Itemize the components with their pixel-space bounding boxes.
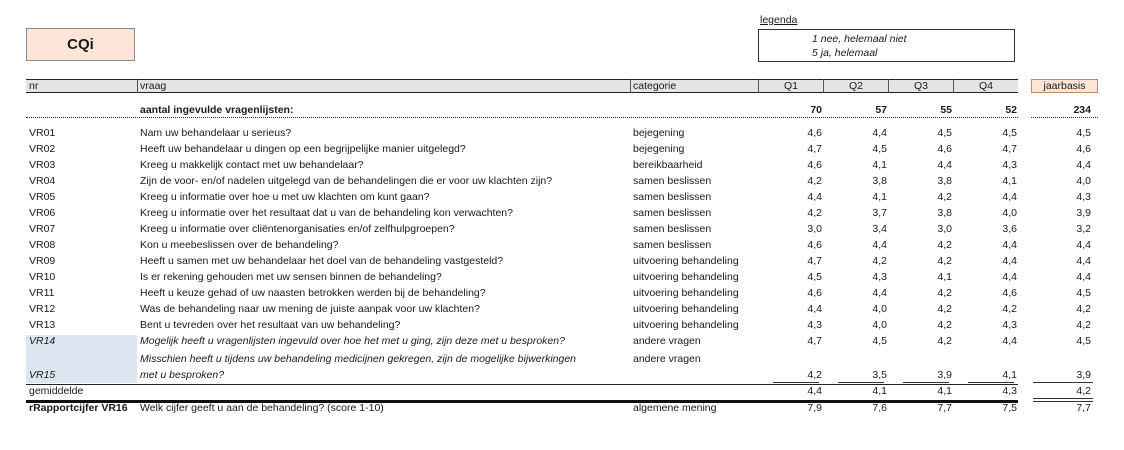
row-jaarbasis: 4,4 xyxy=(1076,159,1091,171)
row-jaarbasis: 4,5 xyxy=(1076,127,1091,139)
row-jaarbasis: 4,5 xyxy=(1076,287,1091,299)
row-question: Nam uw behandelaar u serieus? xyxy=(140,127,292,139)
vr15-nr: VR15 xyxy=(29,369,56,381)
average-q1: 4,4 xyxy=(807,385,822,397)
row-categorie: samen beslissen xyxy=(633,191,712,203)
rapport-q1: 7,9 xyxy=(807,402,822,414)
row-jaarbasis: 4,5 xyxy=(1076,335,1091,347)
row-categorie: andere vragen xyxy=(633,335,701,347)
row-q2: 4,1 xyxy=(872,191,887,203)
header-divider xyxy=(758,79,759,93)
row-q3: 4,2 xyxy=(937,319,952,331)
row-q2: 4,5 xyxy=(872,143,887,155)
row-nr: VR13 xyxy=(29,319,56,331)
row-q4: 4,4 xyxy=(1002,255,1017,267)
row-question: Heeft u samen met uw behandelaar het doel van de behandeling vastgesteld? xyxy=(140,255,504,267)
row-q1: 4,6 xyxy=(807,287,822,299)
underline xyxy=(968,382,1014,383)
count-row-dotted-line-jaar xyxy=(1031,117,1098,118)
row-q1: 4,6 xyxy=(807,239,822,251)
rapport-q2: 7,6 xyxy=(872,402,887,414)
count-q1: 70 xyxy=(810,104,822,116)
row-q2: 4,1 xyxy=(872,159,887,171)
row-q3: 4,5 xyxy=(937,127,952,139)
row-jaarbasis: 4,4 xyxy=(1076,239,1091,251)
row-q4: 4,0 xyxy=(1002,207,1017,219)
header-q1: Q1 xyxy=(783,80,798,92)
count-row-label: aantal ingevulde vragenlijsten: xyxy=(140,104,294,116)
row-question: Kon u meebeslissen over de behandeling? xyxy=(140,239,339,251)
row-q3: 4,6 xyxy=(937,143,952,155)
row-question: Kreeg u informatie over cliëntenorganisaties en/of zelfhulpgroepen? xyxy=(140,223,455,235)
vr15-question-line2: met u besproken? xyxy=(140,369,225,381)
row-nr: VR07 xyxy=(29,223,56,235)
header-divider xyxy=(823,79,824,93)
row-q1: 4,7 xyxy=(807,335,822,347)
row-question: Heeft u keuze gehad of uw naasten betrokken werden bij de behandeling? xyxy=(140,287,486,299)
header-categorie: categorie xyxy=(633,80,677,92)
average-q4: 4,3 xyxy=(1002,385,1017,397)
row-q3: 4,2 xyxy=(937,255,952,267)
legend-line-1: 1 nee, helemaal niet xyxy=(812,33,907,45)
row-question: Kreeg u makkelijk contact met uw behandelaar? xyxy=(140,159,364,171)
row-q3: 4,1 xyxy=(937,271,952,283)
row-nr: VR01 xyxy=(29,127,56,139)
row-q2: 3,7 xyxy=(872,207,887,219)
legend-title: legenda xyxy=(760,14,798,26)
row-question: Was de behandeling naar uw mening de juiste aanpak voor uw klachten? xyxy=(140,303,480,315)
row-nr: VR14 xyxy=(29,335,56,347)
underline xyxy=(838,382,884,383)
header-q4: Q4 xyxy=(978,80,993,92)
row-categorie: samen beslissen xyxy=(633,207,712,219)
underline xyxy=(1033,382,1093,383)
row-nr: VR02 xyxy=(29,143,56,155)
row-q4: 4,3 xyxy=(1002,159,1017,171)
row-nr: VR06 xyxy=(29,207,56,219)
row-q4: 4,4 xyxy=(1002,335,1017,347)
row-jaarbasis: 4,4 xyxy=(1076,271,1091,283)
row-nr: VR10 xyxy=(29,271,56,283)
rapport-jaarbasis: 7,7 xyxy=(1076,402,1091,414)
row-q4: 4,3 xyxy=(1002,319,1017,331)
row-q1: 4,5 xyxy=(807,271,822,283)
row-q2: 4,4 xyxy=(872,239,887,251)
vr15-jaarbasis: 3,9 xyxy=(1076,369,1091,381)
header-divider xyxy=(953,79,954,93)
legend-line-2: 5 ja, helemaal xyxy=(812,47,878,59)
rapport-nr: rRapportcijfer VR16 xyxy=(29,402,128,414)
row-q3: 3,0 xyxy=(937,223,952,235)
row-q3: 4,2 xyxy=(937,191,952,203)
vr15-q4: 4,1 xyxy=(1002,369,1017,381)
underline xyxy=(903,382,949,383)
header-nr: nr xyxy=(29,80,39,92)
row-jaarbasis: 4,4 xyxy=(1076,255,1091,267)
row-question: Zijn de voor- en/of nadelen uitgelegd van de behandelingen die er voor uw klachten zijn? xyxy=(140,175,553,187)
row-nr: VR03 xyxy=(29,159,56,171)
row-q2: 4,5 xyxy=(872,335,887,347)
header-q3: Q3 xyxy=(913,80,928,92)
vr15-q2: 3,5 xyxy=(872,369,887,381)
vr15-q3: 3,9 xyxy=(937,369,952,381)
underline xyxy=(773,382,819,383)
average-jaarbasis: 4,2 xyxy=(1076,385,1091,397)
row-nr: VR12 xyxy=(29,303,56,315)
row-categorie: samen beslissen xyxy=(633,223,712,235)
row-categorie: uitvoering behandeling xyxy=(633,287,739,299)
row-nr: VR05 xyxy=(29,191,56,203)
count-q4: 52 xyxy=(1005,104,1017,116)
row-q2: 4,4 xyxy=(872,287,887,299)
header-vraag: vraag xyxy=(140,80,167,92)
header-divider xyxy=(137,79,138,93)
row-q3: 4,2 xyxy=(937,239,952,251)
row-categorie: samen beslissen xyxy=(633,239,712,251)
row-q1: 4,7 xyxy=(807,255,822,267)
row-categorie: bejegening xyxy=(633,143,685,155)
rapport-question: Welk cijfer geeft u aan de behandeling? (score 1-10) xyxy=(140,402,384,414)
row-q1: 4,2 xyxy=(807,175,822,187)
row-nr: VR08 xyxy=(29,239,56,251)
row-q4: 4,4 xyxy=(1002,239,1017,251)
row-q4: 4,6 xyxy=(1002,287,1017,299)
row-q4: 4,7 xyxy=(1002,143,1017,155)
row-jaarbasis: 4,2 xyxy=(1076,303,1091,315)
row-jaarbasis: 4,6 xyxy=(1076,143,1091,155)
row-categorie: uitvoering behandeling xyxy=(633,319,739,331)
count-q3: 55 xyxy=(940,104,952,116)
row-question: Is er rekening gehouden met uw sensen binnen de behandeling? xyxy=(140,271,442,283)
row-q3: 3,8 xyxy=(937,175,952,187)
average-top-line xyxy=(26,384,1018,385)
row-q3: 4,4 xyxy=(937,159,952,171)
row-question: Kreeg u informatie over hoe u met uw klachten om kunt gaan? xyxy=(140,191,430,203)
row-q4: 4,5 xyxy=(1002,127,1017,139)
row-q1: 3,0 xyxy=(807,223,822,235)
header-q2: Q2 xyxy=(848,80,863,92)
rapport-q3: 7,7 xyxy=(937,402,952,414)
vr15-q1: 4,2 xyxy=(807,369,822,381)
vr15-categorie: andere vragen xyxy=(633,353,701,365)
row-categorie: uitvoering behandeling xyxy=(633,303,739,315)
count-q2: 57 xyxy=(875,104,887,116)
row-q1: 4,6 xyxy=(807,159,822,171)
row-q4: 4,2 xyxy=(1002,303,1017,315)
row-q3: 4,2 xyxy=(937,335,952,347)
average-q2: 4,1 xyxy=(872,385,887,397)
row-q1: 4,4 xyxy=(807,191,822,203)
row-nr: VR04 xyxy=(29,175,56,187)
rapport-categorie: algemene mening xyxy=(633,402,717,414)
count-row-dotted-line xyxy=(26,117,1018,118)
row-jaarbasis: 4,0 xyxy=(1076,175,1091,187)
header-divider xyxy=(888,79,889,93)
row-categorie: samen beslissen xyxy=(633,175,712,187)
row-nr: VR11 xyxy=(29,287,55,299)
row-question: Heeft uw behandelaar u dingen op een begrijpelijke manier uitgelegd? xyxy=(140,143,466,155)
row-q4: 4,1 xyxy=(1002,175,1017,187)
row-q2: 4,0 xyxy=(872,319,887,331)
row-jaarbasis: 4,3 xyxy=(1076,191,1091,203)
rapport-q4: 7,5 xyxy=(1002,402,1017,414)
row-q3: 4,2 xyxy=(937,303,952,315)
row-categorie: uitvoering behandeling xyxy=(633,271,739,283)
row-jaarbasis: 3,2 xyxy=(1076,223,1091,235)
table-header-bar xyxy=(26,79,1018,93)
row-jaarbasis: 4,2 xyxy=(1076,319,1091,331)
average-q3: 4,1 xyxy=(937,385,952,397)
row-categorie: bejegening xyxy=(633,127,685,139)
count-jaarbasis: 234 xyxy=(1073,104,1091,116)
row-q2: 3,8 xyxy=(872,175,887,187)
row-q1: 4,4 xyxy=(807,303,822,315)
row-q1: 4,2 xyxy=(807,207,822,219)
row-q4: 4,4 xyxy=(1002,271,1017,283)
row-question: Bent u tevreden over het resultaat van uw behandeling? xyxy=(140,319,401,331)
row-q2: 4,0 xyxy=(872,303,887,315)
row-q2: 4,4 xyxy=(872,127,887,139)
row-q2: 3,4 xyxy=(872,223,887,235)
row-question: Kreeg u informatie over het resultaat dat u van de behandeling kon verwachten? xyxy=(140,207,513,219)
logo-box: CQi xyxy=(26,28,135,61)
row-q2: 4,2 xyxy=(872,255,887,267)
row-q1: 4,7 xyxy=(807,143,822,155)
row-q1: 4,6 xyxy=(807,127,822,139)
average-label: gemiddelde xyxy=(29,385,84,397)
vr15-question-line1: Misschien heeft u tijdens uw behandeling medicijnen gekregen, zijn de mogelijke bijwerkingen xyxy=(140,353,577,365)
row-question: Mogelijk heeft u vragenlijsten ingevuld over hoe het met u ging, zijn deze met u besproken? xyxy=(140,335,565,347)
header-divider xyxy=(630,79,631,93)
underline-jaar xyxy=(1033,398,1093,399)
row-nr: VR09 xyxy=(29,255,56,267)
row-q1: 4,3 xyxy=(807,319,822,331)
row-q4: 4,4 xyxy=(1002,191,1017,203)
row-q2: 4,3 xyxy=(872,271,887,283)
header-jaarbasis: jaarbasis xyxy=(1031,79,1098,93)
row-q3: 4,2 xyxy=(937,287,952,299)
row-q4: 3,6 xyxy=(1002,223,1017,235)
row-categorie: bereikbaarheid xyxy=(633,159,703,171)
row-categorie: uitvoering behandeling xyxy=(633,255,739,267)
row-jaarbasis: 3,9 xyxy=(1076,207,1091,219)
row-q3: 3,8 xyxy=(937,207,952,219)
